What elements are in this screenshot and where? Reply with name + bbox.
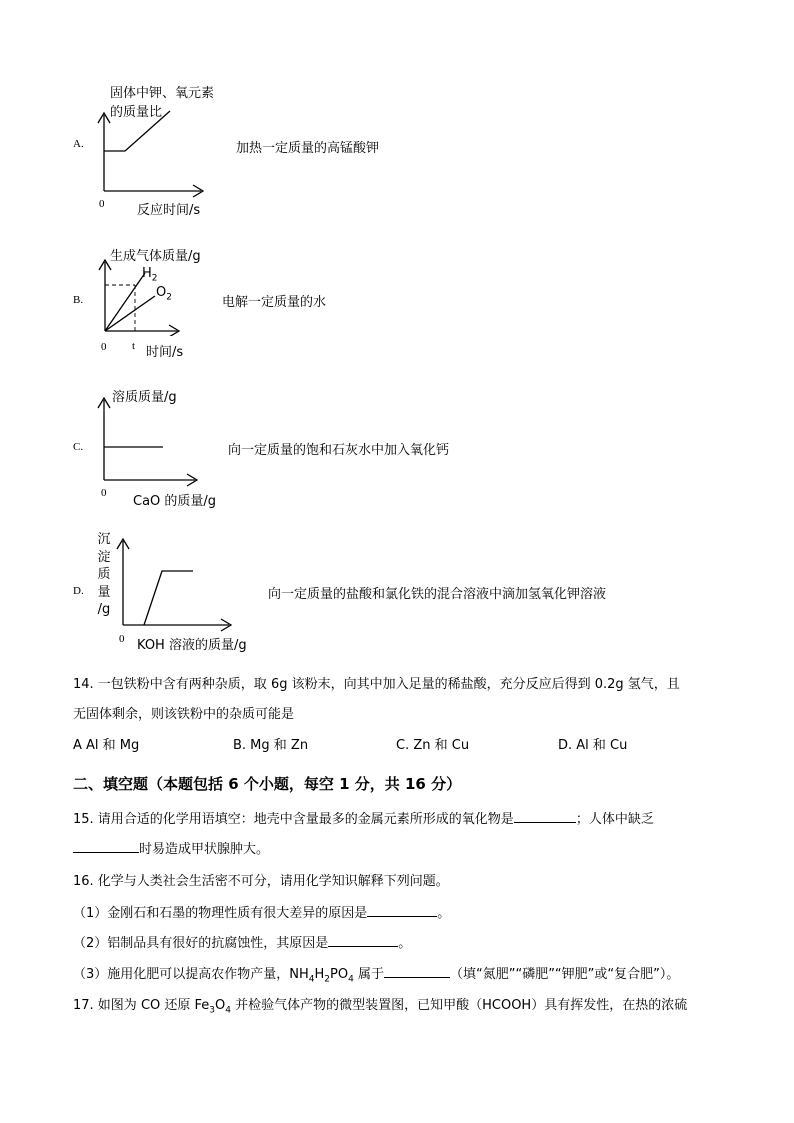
q15-text-b: ；人体中缺乏 <box>575 812 654 827</box>
option-c-description: 向一定质量的饱和石灰水中加入氧化钙 <box>228 443 450 458</box>
graph-c-plot <box>95 392 205 487</box>
q16-blank-1[interactable] <box>367 916 437 917</box>
graph-a-xlabel: 反应时间/s <box>137 203 201 218</box>
graph-b-ylabel: 生成气体质量/g <box>110 249 201 264</box>
q17-line1: 17. 如图为 CO 还原 $Fe_3O_4$ 并检验气体产物的微型装置图，已知甲酸（HCOOH）具有挥发性，在热的浓硫 <box>73 998 688 1016</box>
section2-heading: 二、填空题（本题包括 6 个小题，每空 1 分，共 16 分） <box>73 775 462 793</box>
graph-c-ylabel: 溶质质量/g <box>112 390 177 405</box>
graph-d-ylabel-char: 淀 <box>97 549 111 565</box>
graph-b-h2-line <box>105 273 145 331</box>
q15-blank-2[interactable] <box>73 852 139 853</box>
graph-d-origin: 0 <box>119 633 125 645</box>
graph-d-curve <box>144 571 193 625</box>
option-d-description: 向一定质量的盐酸和氯化铁的混合溶液中滴加氢氧化钾溶液 <box>268 587 607 602</box>
q16-sub1-text: （1）金刚石和石墨的物理性质有很大差异的原因是 <box>73 906 368 921</box>
q16-sub3: （3）施用化肥可以提高农作物产量，$NH_4H_2PO_4$ 属于 （填“氮肥”“磷肥”“钾肥”或“复合肥”）。 <box>73 967 680 985</box>
graph-b-origin: 0 <box>101 341 107 353</box>
graph-a-curve <box>104 111 170 151</box>
graph-d-ylabel-char: 量 <box>97 584 111 600</box>
q16-stem: 16. 化学与人类社会生活密不可分，请用化学知识解释下列问题。 <box>73 874 449 889</box>
q15-blank-1[interactable] <box>514 822 576 823</box>
q15-text-a: 15. 请用合适的化学用语填空：地壳中含量最多的金属元素所形成的氧化物是 <box>73 812 514 827</box>
graph-a-ylabel-line2: 的质量比 <box>110 105 163 120</box>
graph-d-ylabel-char: 质 <box>97 567 111 582</box>
option-a-letter: A. <box>73 138 84 150</box>
graph-c-origin: 0 <box>101 487 107 499</box>
q16-blank-3[interactable] <box>384 977 450 978</box>
option-c-letter: C. <box>73 441 84 453</box>
graph-b-o2-label: $O_2$ <box>156 285 172 303</box>
option-b-description: 电解一定质量的水 <box>222 295 327 310</box>
q15-line2 <box>73 838 269 857</box>
graph-b-o2-line <box>105 296 155 331</box>
graph-c-xlabel: CaO 的质量/g <box>133 494 217 509</box>
graph-b-h2-label: $H_2$ <box>142 266 158 284</box>
graph-b-tick-t: t <box>132 340 136 352</box>
q16-sub3-end: （填“氮肥”“磷肥”“钾肥”或“复合肥”）。 <box>449 967 680 982</box>
q16-blank-2[interactable] <box>328 946 398 947</box>
graph-d-ylabel-char: 沉 <box>97 532 111 547</box>
graph-a-plot <box>95 105 215 200</box>
q16-sub2 <box>73 932 411 951</box>
graph-d-ylabel-char: /g <box>97 602 111 617</box>
q14-option-a: A Al 和 Mg <box>73 738 140 753</box>
graph-a-ylabel-line1: 固体中钾、氧元素 <box>110 86 215 101</box>
graph-d-plot <box>113 533 238 633</box>
q16-sub1 <box>73 902 450 921</box>
q14-line1: 14. 一包铁粉中含有两种杂质，取 6g 该粉末，向其中加入足量的稀盐酸，充分反应后得到 0.2g 氢气，且 <box>73 677 680 692</box>
q16-sub1-end: 。 <box>437 906 451 921</box>
option-d-letter: D. <box>73 585 84 597</box>
option-a-description: 加热一定质量的高锰酸钾 <box>236 141 380 156</box>
q16-sub2-end: 。 <box>398 936 412 951</box>
q16-sub3-text: （3）施用化肥可以提高农作物产量，NH <box>73 967 309 982</box>
q15-line1 <box>73 808 654 827</box>
graph-b-xlabel: 时间/s <box>146 345 184 360</box>
q14-option-b: B. Mg 和 Zn <box>233 738 309 753</box>
graph-d-xlabel: KOH 溶液的质量/g <box>137 638 247 653</box>
graph-d-ylabel <box>96 531 112 619</box>
graph-a-origin: 0 <box>99 198 105 210</box>
option-b-letter: B. <box>73 294 84 306</box>
q14-option-d: D. Al 和 Cu <box>558 738 628 753</box>
q14-option-c: C. Zn 和 Cu <box>396 738 470 753</box>
q14-line2: 无固体剩余，则该铁粉中的杂质可能是 <box>73 707 295 722</box>
q15-text-c: 时易造成甲状腺肿大。 <box>139 842 270 857</box>
q16-sub2-text: （2）铝制品具有很好的抗腐蚀性，其原因是 <box>73 936 329 951</box>
